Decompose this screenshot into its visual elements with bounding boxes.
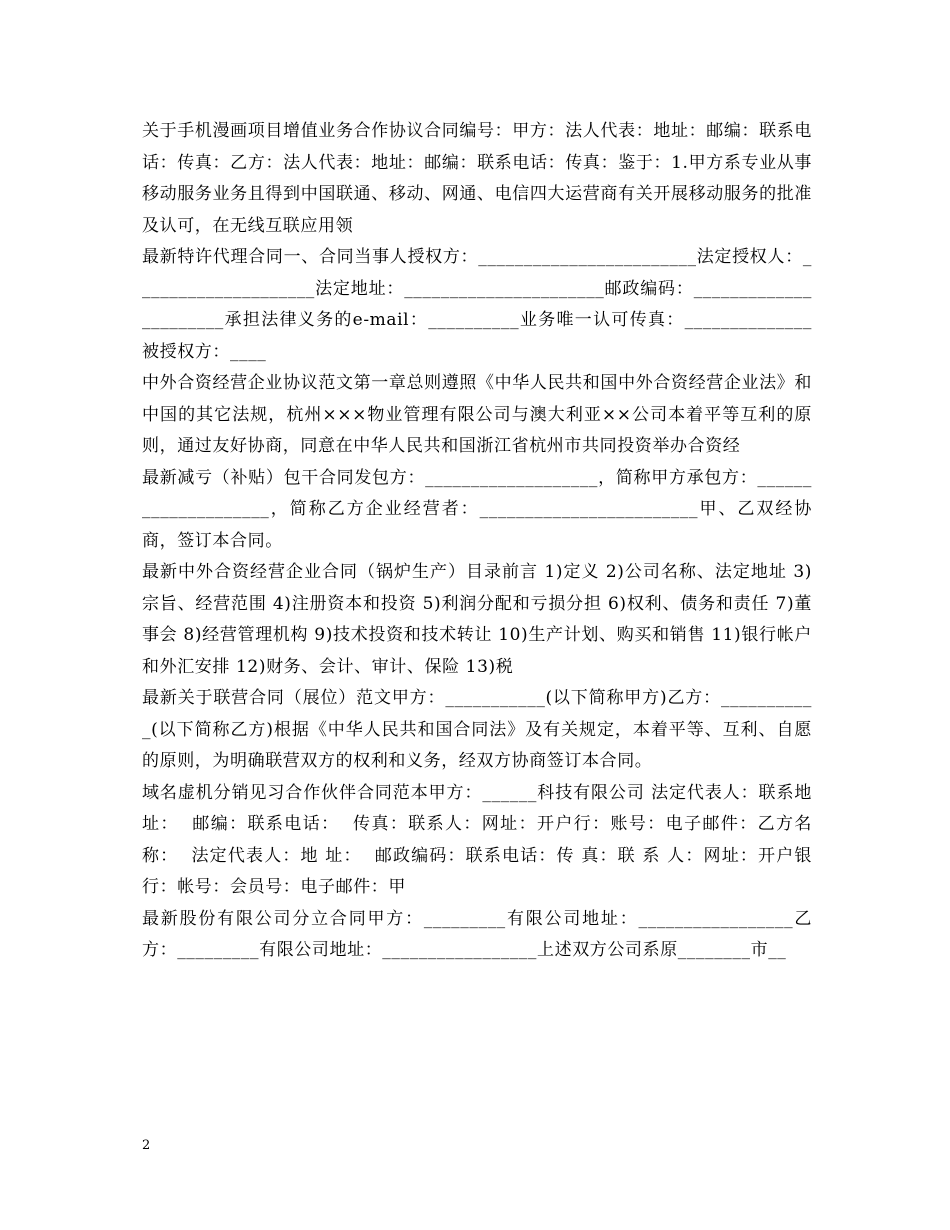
paragraph-4: 最新减亏（补贴）包干合同发包方：___________________，简称甲方承包方：____________________，简称乙方企业经营者：________________________甲、乙双经协商，签订本合同。 [142, 467, 812, 551]
paragraph-1: 关于手机漫画项目增值业务合作协议合同编号：甲方：法人代表：地址：邮编：联系电话：传真：乙方：法人代表：地址：邮编：联系电话：传真：鉴于：1.甲方系专业从事移动服务业务且得到中国联通、移动、网通、电信四大运营商有关开展移动服务的批准及认可，在无线互联应用领 [142, 121, 812, 236]
paragraph-3: 中外合资经营企业协议范文第一章总则遵照《中华人民共和国中外合资经营企业法》和中国的其它法规，杭州×××物业管理有限公司与澳大利亚××公司本着平等互利的原则，通过友好协商，同意在中华人民共和国浙江省杭州市共同投资举办合资经 [142, 373, 812, 456]
paragraph-8: 最新股份有限公司分立合同甲方：_________有限公司地址：_________________乙方：_________有限公司地址：_________________上述双方公司系原________市__ [142, 908, 812, 960]
page-number: 2 [142, 1138, 151, 1153]
paragraph-5: 最新中外合资经营企业合同（锅炉生产）目录前言 1)定义 2)公司名称、法定地址 3)宗旨、经营范围 4)注册资本和投资 5)利润分配和亏损分担 6)权利、债务和责任 7)董事会 8)经营管理机构 9)技术投资和技术转让 10)生产计划、购买和销售 11)银行帐户和外汇安排 12)财务、会计、审计、保险 13)税 [142, 562, 812, 677]
paragraph-2: 最新特许代理合同一、合同当事人授权方：________________________法定授权人：____________________法定地址：______________________邮政编码：______________________承担法律义务的e-mail：__________业务唯一认可传真：______________被授权方：____ [142, 247, 812, 362]
paragraph-7: 域名虚机分销见习合作伙伴合同范本甲方：______科技有限公司 法定代表人：联系地址： 邮编：联系电话： 传真：联系人：网址：开户行：账号：电子邮件：乙方名称： 法定代表人：地 址： 邮政编码：联系电话：传 真：联 系 人：网址：开户银行：帐号：会员号：电子邮件：甲 [142, 782, 812, 897]
document-body [142, 116, 812, 967]
paragraph-6: 最新关于联营合同（展位）范文甲方：___________(以下简称甲方)乙方：___________(以下简称乙方)根据《中华人民共和国合同法》及有关规定，本着平等、互利、自愿的原则，为明确联营双方的权利和义务，经双方协商签订本合同。 [142, 688, 812, 771]
